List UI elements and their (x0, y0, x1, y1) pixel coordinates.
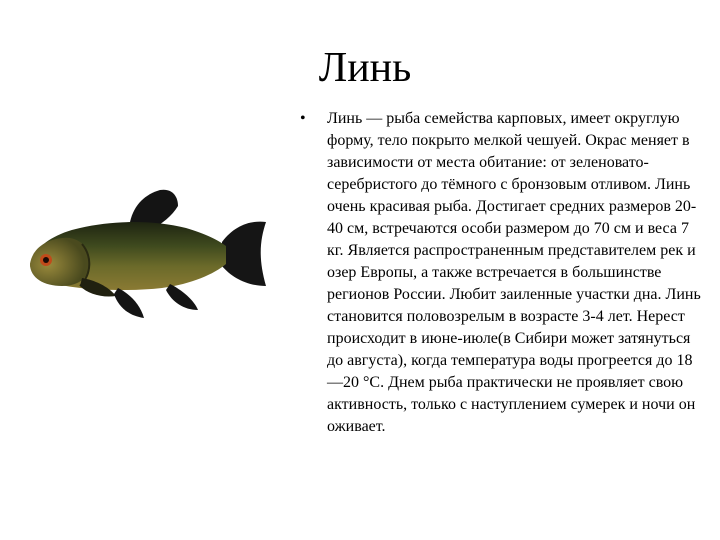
bullet-list (300, 108, 704, 438)
slide-title: Линь (318, 45, 412, 91)
bullet-paragraph: Линь — рыба семейства карповых, имеет округлую форму, тело покрыто мелкой чешуей. Окрас меняет в зависимости от места обитание: от зеленовато-серебристого до тёмного с бронзовым отливом. Линь очень красивая рыба. Достигает средних размеров 20-40 см, встречаются особи размером до 70 см и веса 7 кг. Является распространенным представителем рек и озер Европы, а также встречается в большинстве регионов России. Любит заиленные участки дна. Линь становится половозрелым в возрасте 3-4 лет. Нерест происходит в июне-июле(в Сибири может затянуться до августа), когда температура воды прогреется до 18—20 °C. Днем рыба практически не проявляет свою активность, только с наступлением сумерек и ночи он оживает. (327, 110, 701, 435)
tench-fish-image (22, 186, 270, 322)
tail-fin (222, 222, 266, 286)
anal-fin (166, 284, 198, 310)
bullet-marker: • (300, 110, 306, 127)
fish-head (30, 238, 90, 286)
bullet-item (300, 108, 704, 438)
pelvic-fin (114, 288, 144, 318)
